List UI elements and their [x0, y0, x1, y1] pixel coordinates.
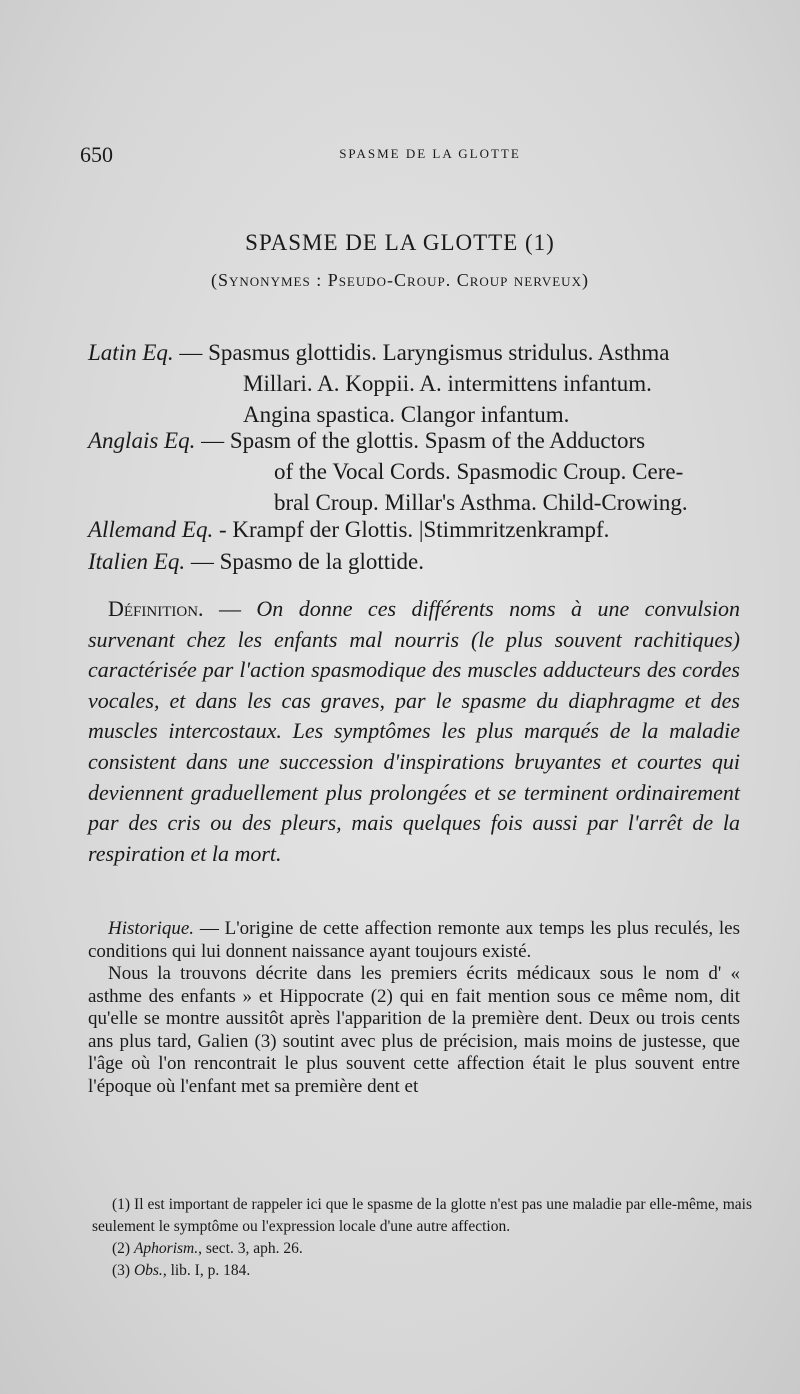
footnote-2-rest: , sect. 3, aph. 26. [198, 1240, 303, 1257]
definition-lead: Définition. — [108, 596, 257, 621]
title-note-ref: (1) [525, 230, 555, 255]
footnote-2 [92, 1238, 752, 1260]
footnote-2-number: (2) [112, 1240, 134, 1257]
title-text: SPASME DE LA GLOTTE [245, 230, 519, 255]
footnote-3-title: Obs. [133, 1262, 163, 1279]
equivalent-line: Spasmus glottidis. Laryngismus stridulus. Asthma [208, 340, 670, 365]
equivalent-line: Spasm of the glottis. Spasm of the Adductors [229, 428, 646, 453]
page-header [80, 142, 740, 172]
equivalent-allemand [88, 514, 748, 545]
equivalent-dash: — [173, 340, 209, 365]
equivalent-lang: Italien Eq. [88, 549, 186, 574]
historique-section [88, 918, 740, 1098]
equivalent-line: Krampf der Glottis. |Stimmritzenkrampf. [232, 517, 610, 542]
footnote-2-title: Aphorism. [133, 1240, 199, 1257]
equivalent-dash: — [195, 428, 230, 453]
footnote-3-rest: , lib. I, p. 184. [162, 1262, 251, 1279]
historique-paragraph-2: Nous la trouvons décrite dans les premiers écrits médicaux sous le nom d' « asthme des enfants » et Hippocrate (2) qui en fait mention sous ce même nom, dit qu'elle se montre aussitôt après l'apparition de la première dent. Deux ou trois cents ans plus tard, Galien (3) soutint avec plus de précision, mais moins de justesse, que l'âge où l'on rencontrait le plus souvent cette affection était le plus souvent entre l'époque où l'enfant met sa première dent et [88, 963, 740, 1097]
running-head: SPASME DE LA GLOTTE [339, 146, 521, 161]
equivalent-italien [88, 546, 748, 577]
equivalent-line: Spasmo de la glottide. [219, 549, 425, 574]
section-title [0, 230, 800, 256]
equivalent-line: of the Vocal Cords. Spasmodic Croup. Cere- [274, 459, 684, 484]
footnote-3-number: (3) [112, 1262, 134, 1279]
historique-paragraph [88, 918, 740, 963]
equivalent-lang: Latin Eq. [88, 340, 174, 365]
definition-text: On donne ces différents noms à une convulsion survenant chez les enfants mal nourris (le plus souvent rachitiques) caractérisée par l'action spasmodique des muscles adducteurs des cordes vocales, et dans les cas graves, par le spasme du diaphragme et des muscles intercostaux. Les symptômes les plus marqués de la maladie consistent dans une succession d'inspirations bruyantes et courtes qui deviennent graduellement plus prolongées et se terminent ordinairement par des cris ou des pleurs, mais quelques fois aussi par l'arrêt de la respiration et la mort. [88, 596, 740, 866]
historique-lead: Historique. [108, 918, 195, 939]
equivalent-lang: Allemand Eq. [88, 517, 214, 542]
equivalent-line: Millari. A. Koppii. A. intermittens infantum. [243, 371, 652, 396]
equivalent-line: bral Croup. Millar's Asthma. Child-Crowing. [274, 490, 688, 515]
synonyms-line: (Synonymes : Pseudo-Croup. Croup nerveux) [211, 270, 589, 290]
equivalent-dash: — [185, 549, 220, 574]
definition-paragraph [88, 594, 740, 869]
equivalent-anglais [88, 425, 748, 515]
footnote-3 [92, 1260, 752, 1282]
footnotes [92, 1194, 752, 1282]
equivalent-dash: - [213, 517, 233, 542]
page-number: 650 [80, 142, 113, 167]
equivalent-lang: Anglais Eq. [88, 428, 196, 453]
historique-text: — L'origine de cette affection remonte aux temps les plus reculés, les conditions qui lui donnent naissance ayant toujours existé. [88, 918, 740, 962]
equivalent-line: Angina spastica. Clangor infantum. [243, 402, 570, 427]
equivalent-latin [88, 337, 748, 427]
footnote-1: (1) Il est important de rappeler ici que le spasme de la glotte n'est pas une maladie par elle-même, mais seulement le symptôme ou l'expression locale d'une autre affection. [92, 1196, 752, 1235]
